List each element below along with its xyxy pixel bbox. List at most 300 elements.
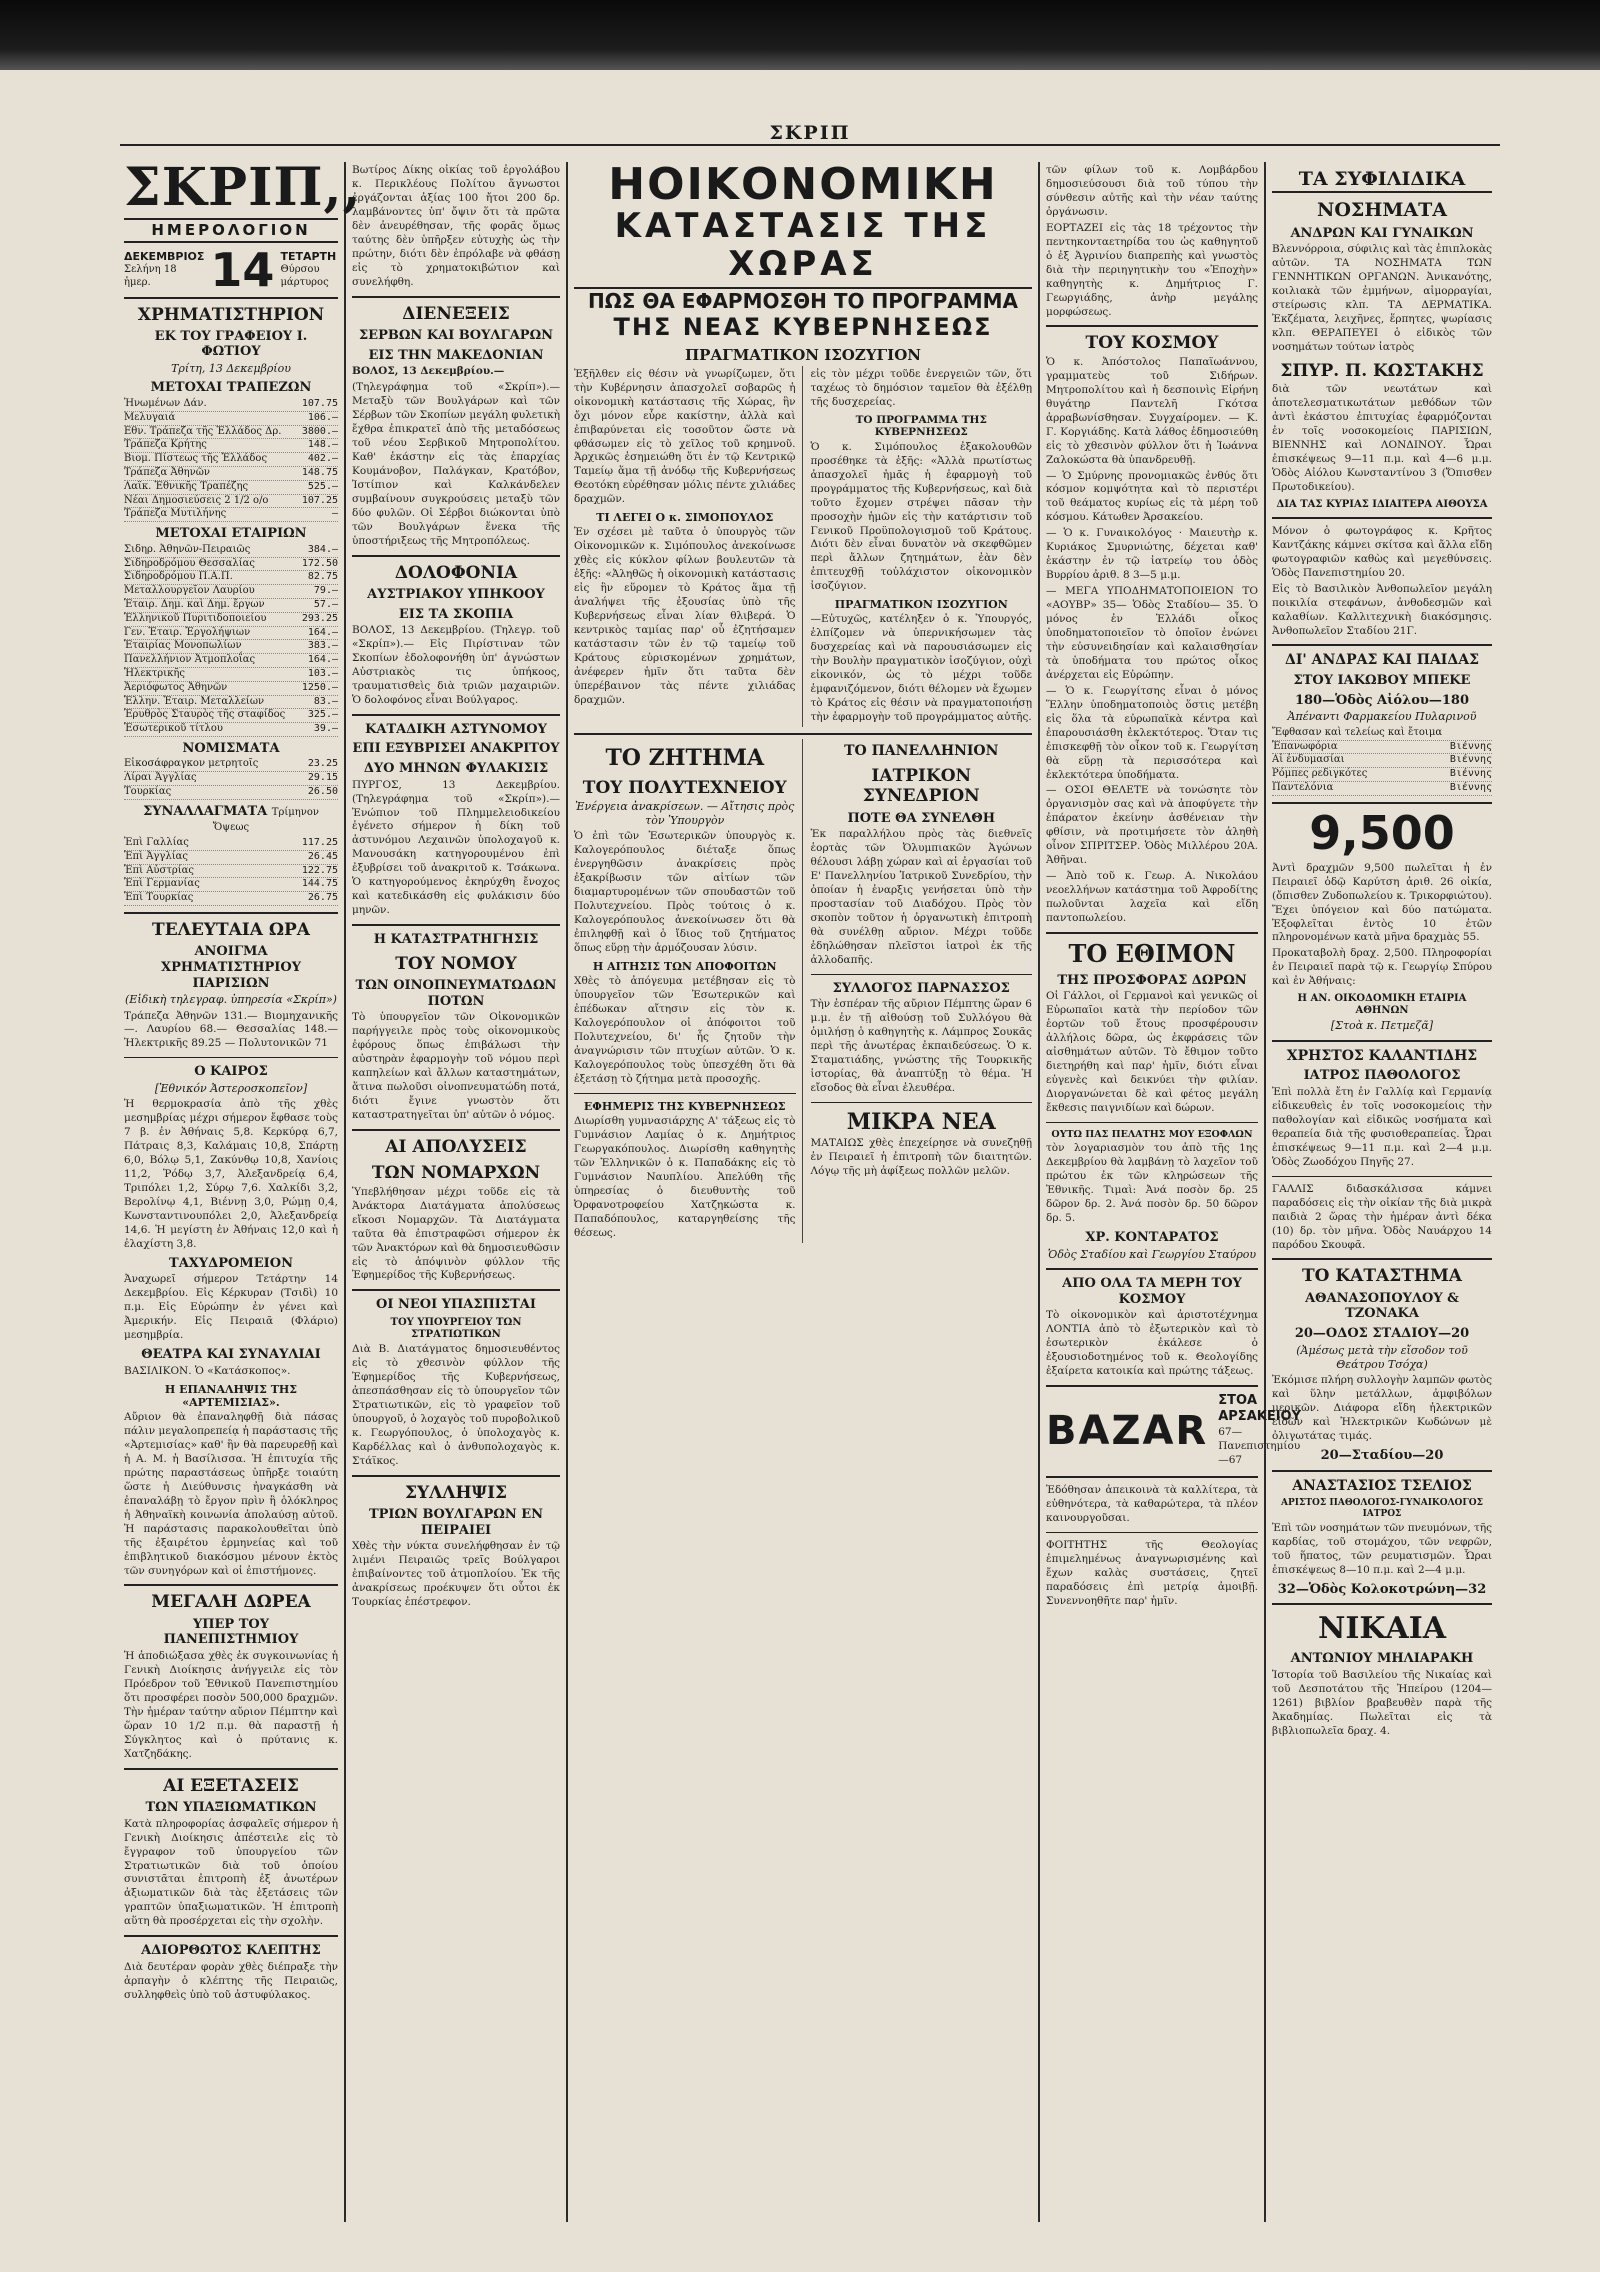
nikaia-text: Ἱστορία τοῦ Βασιλείου τῆς Νικαίας καὶ τοῦ Δεσποτάτου τῆς Ἠπείρου (1204—1261) βιβλίον βραβευθὲν παρὰ τῆς Ἀκαδημίας. Πωλεῖται εἰς τὰ βιβλιοπωλεῖα δραχ. 4. [1272, 1668, 1492, 1737]
newspaper-page [0, 70, 1600, 2272]
clerks-text: Διὰ Β. Διατάγματος δημοσιευθέντος εἰς τὸ χθεσινὸν φύλλον τῆς Ἐφημερίδος τῆς Κυβερνήσεως, ἀπεσπάσθησαν εἰς τὸ ὑπουργεῖον τῶν Στρατιωτικῶν, εἰς τὸ γραφεῖον τοῦ ὑπουργοῦ, ὁ λοχαγὸς τοῦ πυροβολικοῦ κ. Γεωργόπουλος, ὁ ὑπολοχαγὸς κ. Καρδέλλας καὶ ὁ ἀνθυπολοχαγὸς κ. Στάϊκος. [352, 1343, 560, 1467]
kalantidis-name: ΧΡΗΣΤΟΣ ΚΑΛΑΝΤΙΔΗΣ [1286, 1047, 1478, 1064]
polytechnic-text-2: Χθὲς τὸ ἀπόγευμα μετέβησαν εἰς τὸ ὑπουργεῖον τῶν Ἐσωτερικῶν καὶ ἐπέδωκαν αἴτησιν εἰς τὸν κ. Καλογερόπουλον οἱ ἀπόφοιτοι τοῦ Πολυτεχνείου, δι' ἧς ζητοῦν τὴν ἀναγνώρισιν τῶν πτυχίων αὐτῶν. Ὁ κ. Καλογερόπουλος τοὺς ὑπεσχέθη ὅτι θὰ ἐξετάσῃ τὸ ζήτημα μετὰ προσοχῆς. [574, 975, 796, 1085]
custom-subtitle: ΤΗΣ ΠΡΟΣΦΟΡΑΣ ΔΩΡΩΝ [1057, 972, 1247, 988]
news-text: ΜΑΤΑΙΩΣ χθὲς ἐπεχείρησε νὰ συνεζηθῇ ἐν Πειραιεῖ ἡ ἐπιτροπὴ τῶν διαιτητῶν. Λόγῳ τῆς μὴ ἀφίξεως πολλῶν μελῶν. [810, 1137, 1032, 1178]
economy-article-right [811, 366, 1033, 727]
company-row [124, 558, 338, 572]
last-hour-subtitle: ΑΝΟΙΓΜΑ ΧΡΗΜΑΤΙΣΤΗΡΙΟΥ ΠΑΡΙΣΙΩΝ [161, 944, 301, 991]
company-value: 383.— [307, 640, 338, 652]
scan-top-edge [0, 0, 1600, 70]
price-company: Η ΑΝ. ΟΙΚΟΔΟΜΙΚΗ ΕΤΑΙΡΙΑ ΑΘΗΝΩΝ [1297, 993, 1467, 1017]
divider [1046, 325, 1258, 327]
clerks-subtitle: ΤΟΥ ΥΠΟΥΡΓΕΙΟΥ ΤΩΝ ΣΤΡΑΤΙΩΤΙΚΩΝ [390, 1317, 522, 1340]
prefects-text: Ὑπεβλήθησαν μέχρι τοῦδε εἰς τὰ Ἀνάκτορα Διατάγματα ἀπολύσεως εἴκοσι Νομαρχῶν. Τὰ Διατάγματα ταῦτα θὰ ἐπιστραφῶσι σήμερον ἐκ τῶν Ἀνακτόρων καὶ θὰ δημοσιευθῶσιν εἰς τὸ ἀπόψινὸν φύλλον τῆς Ἐφημερίδος τῆς Κυβερνήσεως. [352, 1185, 560, 1282]
company-name: Σιδηροδρόμου Θεσσαλίας [124, 557, 255, 569]
bank-value: 148.75 [301, 466, 338, 478]
divider [574, 1093, 796, 1094]
kids-list [1272, 727, 1492, 796]
exchange-date: Τρίτη, 13 Δεκεμβρίου [171, 362, 291, 376]
murder-text: ΒΟΛΟΣ, 13 Δεκεμβρίου. (Τηλεγρ. τοῦ «Σκρίπ»).— Εἰς Πιρίστιναν τῶν Σκοπίων ἐδολοφονήθη ὑπ' ἀγνώστων Αὐστριακὸς τις ὑπήκοος, τραυματισθεὶς διὰ τριῶν μαχαιριῶν. Ὁ δολοφόνος εἶναι Βούλγαρος. [352, 624, 560, 706]
company-name: Ἠλεκτρικῆς [124, 667, 185, 679]
column-2 [346, 162, 568, 2222]
last-hour-note: (Εἰδικὴ τηλεγραφ. ὑπηρεσία «Σκρίπ») [125, 993, 337, 1007]
lomvardos-text: τῶν φίλων τοῦ κ. Λομβάρδου δημοσιεύσουσι διὰ τοῦ τύπου τὴν σύνθεσιν αὐτῆς καὶ τὴν νέαν ταύτης ὀργάνωσιν. [1046, 164, 1258, 218]
world-text-6: — ΟΣΟΙ ΘΕΛΕΤΕ νὰ τονώσητε τὸν ὀργανισμὸν σας καὶ νὰ ἀποφύγετε τὴν ἐπάρατον ἐκείνην ἀσθένειαν τὴν φθίσιν, νὰ προτιμήσετε τὸν ἀληθὴ οἶνον ΣΠΡΙΤΣΕΡ. Ὁδὸς Μιλλέρου 20Α. Ἀθῆναι. [1046, 784, 1258, 867]
syph-title: ΤΑ ΣΥΦΙΛΙΔΙΚΑ [1272, 168, 1492, 193]
parnassos-text: Τὴν ἑσπέραν τῆς αὔριον Πέμπτης ὥραν 6 μ.μ. ἐν τῇ αἰθούσῃ τοῦ Συλλόγου θὰ ὁμιλήσῃ ὁ καθηγητὴς κ. Λάμπρος Σουκᾶς περὶ τῆς ἀνωτέρας ἐκπαιδεύσεως. Ὁ κ. Σταματιάδης, γνώστης τῆς Τουρκικῆς ἱστορίας, θὰ ἀναπτύξῃ τὸ θέμα. Ἡ εἴσοδος θὰ εἶναι ἐλευθέρα. [810, 998, 1032, 1095]
world-text-4: — ΜΕΓΑ ΥΠΟΔΗΜΑΤΟΠΟΙΕΙΟΝ ΤΟ «ΑΟΥΒΡ» 35— Ὁδὸς Σταδίου— 35. Ὁ μόνος ἐν Ἑλλάδι οἶκος ὑποδηματοποιεῖον τὸ ὁποῖον ἐνώνει τὴν εὐσυνειδησίαν καὶ καλαισθησίαν τὰ ὑποδήματα του πρώτος οἶκος ἀνέρχεται εἰς Εὐρώπην. [1046, 585, 1258, 681]
thief-title: ΑΔΙΟΡΘΩΤΟΣ ΚΛΕΠΤΗΣ [141, 1943, 321, 1959]
bank-row [124, 398, 338, 412]
column-5 [1040, 162, 1302, 2222]
bank-name: Ἠνωμένων Δάν. [124, 397, 207, 409]
kids-item-name: Ρόμπες ρεδιγκότες [1272, 768, 1368, 780]
law-subtitle-2: ΤΩΝ ΟΙΝΟΠΝΕΥΜΑΤΩΔΩΝ ΠΟΤΩΝ [355, 978, 557, 1009]
divider [1046, 1122, 1258, 1123]
exams-title: ΑΙ ΕΞΕΤΑΣΕΙΣ [163, 1775, 299, 1796]
custom-text: Οἱ Γάλλοι, οἱ Γερμανοὶ καὶ γενικῶς οἱ Εὐρωπαῖοι κατὰ τὴν περίοδον τῶν ἑορτῶν τοῦ ἔτους προσφέρουσιν ἀλλήλοις δῶρα, ὡς ἐκφράσεις τῶν αἰσθημάτων αὐτῶν. Τὸ ἔθιμον τοῦτο διετηρήθη καὶ παρ' ἡμῖν, διότι εἶναι εὐγενὲς καὶ δεικνύει τὴν φιλίαν. Διοργανώνεται δὲ καὶ φέτος μεγάλη ἔκθεσις παιγνιδίων καὶ δώρων. [1046, 990, 1258, 1115]
bank-value: 107.25 [301, 494, 338, 506]
economy-head-3: ΠΡΑΓΜΑΤΙΚΟΝ ΙΣΟΖΥΓΙΟΝ [834, 598, 1008, 612]
running-head-title: ΣΚΡΙΠ [755, 122, 864, 144]
world-text-2: — Ὁ Σμύρνης προνομιακῶς ἐνθύς ὅτι κόσμον κομψότητα καὶ τὸ περιστέρι τοῦ θεάματος κυρίως εἰς τὰ μέρη τοῦ κόσμου. Κάτωθεν Ἀρσακείου. [1046, 469, 1258, 524]
bazar-logo: BAZAR [1046, 1408, 1209, 1455]
student-text: ΦΟΙΤΗΤΗΣ τῆς Θεολογίας ἐπιμελημένως ἀναγνωρισμένης καὶ ἔχων καλὰς συστάσεις, ζητεῖ παραδόσεις ἐπὶ μετρίᾳ ἀμοιβῇ. Συνεννοηθῆτε παρ' ἡμῖν. [1046, 1538, 1258, 1607]
arrest-subtitle: ΤΡΙΩΝ ΒΟΥΛΓΑΡΩΝ ΕΝ ΠΕΙΡΑΙΕΙ [368, 1506, 544, 1538]
last-hour-text: Τράπεζα Ἀθηνῶν 131.— Βιομηχανικῆς —. Λαυρίου 68.— Θεσσαλίας 148.— Ἠλεκτρικῆς 89.25 — Πολυτονικῶν 71 [124, 1009, 338, 1050]
divider [1272, 1470, 1492, 1472]
exams-subtitle: ΤΩΝ ΥΠΑΞΙΩΜΑΤΙΚΩΝ [145, 1800, 317, 1816]
center-lower [574, 735, 1032, 1243]
polytechnic-title: ΤΟ ΖΗΤΗΜΑ [605, 745, 765, 772]
custom-title: ΤΟ ΕΘΙΜΟΝ [1068, 939, 1236, 968]
serbs-title: ΔΙΕΝΕΞΕΙΣ [402, 303, 510, 324]
prefects-title: ΑΙ ΑΠΟΛΥΣΕΙΣ [385, 1136, 527, 1157]
economy-title-2: ΚΑΤΑΣΤΑΣΙΣ ΤΗΣ ΧΩΡΑΣ [574, 208, 1032, 289]
florist-text: Εἰς τὸ Βασιλικὸν Ἀνθοπωλεῖον μεγάλη ποικιλία στεφάνων, ἀνθοδεσμῶν καὶ καλαθίων. Καλλιτεχνικὴ διακόσμησις. Ἀνθοπωλεῖον Σταδίου 21Γ. [1272, 582, 1492, 637]
law-title: Η ΚΑΤΑΣΤΡΑΤΗΓΗΣΙΣ [373, 932, 539, 948]
bill-name: Ἐπὶ Ἀγγλίας [124, 850, 188, 862]
medical-subtitle-2: ΠΟΤΕ ΘΑ ΣΥΝΕΛΘΗ [847, 810, 996, 826]
bill-name: Ἐπὶ Γαλλίας [124, 837, 189, 849]
bank-row [124, 412, 338, 426]
company-row [124, 585, 338, 599]
weather-subtitle: [Ἐθνικόν Ἀστεροσκοπεῖον] [154, 1081, 308, 1095]
medical-text: Ἐκ παραλλήλου πρὸς τὰς διεθνεῖς ἑορτὰς τῶν Ὀλυμπιακῶν Ἀγώνων θέλουσι λάβῃ χώραν καὶ αἱ ἐργασίαι τοῦ Ε' Πανελληνίου Ἰατρικοῦ Συνεδρίου, τὴν ὁποίαν ἡ ἐναρξις γενήσεται ὑπὸ τὴν προστασίαν τοῦ Διαδόχου. Πρὸς τὸν σκοπὸν τοῦτον ἡ ὀργανωτικὴ ἐπιτροπὴ θὰ συνέλθῃ αὔριον. Μέχρι τοῦδε ἐδηλώθησαν πλεῖστοι ἰατροὶ ἐκ τῆς ἀλλοδαπῆς. [810, 828, 1032, 966]
bank-value: 3800.— [301, 425, 338, 437]
economy-text-2: Ἐν σχέσει μὲ ταῦτα ὁ ὑπουργὸς τῶν Οἰκονομικῶν κ. Σιμόπουλος ἀνεκοίνωσε χθὲς εἰς κύκλον φίλων βουλευτῶν τὰ ἑξῆς: «Ἀληθῶς ἡ οἰκονομικὴ κατάστασις εἰς ἣν εὕρομεν τὸ Κράτος ἅμα τῇ ἀναλήψει τῆς ἐξουσίας ὑπὸ τῆς Κυβερνήσεως εἶναι λίαν θλιβερά. Ὁ κεντρικὸς ταμίας παρ' οὗ ἐζητήσαμεν κατάστασιν τῶν ἐν τῷ ταμείῳ τοῦ Κράτους εὑρισκομένων χρημάτων, ἀνέφερεν ἡμῖν ὅτι ταῦτα δὲν ὑπερέβαινον τὰς πέντε χιλιάδας δραχμῶν. [574, 526, 796, 706]
divider [1272, 1258, 1492, 1260]
economy-title: ΗΟΙΚΟΝΟΜΙΚΗ [608, 159, 998, 210]
bill-row [124, 878, 338, 892]
medical-subtitle: ΙΑΤΡΙΚΟΝ ΣΥΝΕΔΡΙΟΝ [862, 765, 980, 807]
bank-name: Νέαι Δημοσιεύσεις 2 1/2 ο/ο [124, 494, 269, 506]
company-name: Ἐρυθρὸς Σταυρὸς τῆς σταφίδος [124, 709, 286, 721]
kalantidis-text: Ἐπὶ πολλὰ ἔτη ἐν Γαλλίᾳ καὶ Γερμανίᾳ εἰδικευθεὶς ἐν τοῖς νοσοκομείοις τὴν παθολογίαν καὶ εἰδικῶς νοσήματα καὶ θεραπεία διὰ τῆς φυσιοθεραπείας. Ὧραι ἐπισκέψεως 9—11 π.μ. καὶ 2—4 μ.μ. Ὁδὸς Ζωοδόχου Πηγῆς 27. [1272, 1085, 1492, 1168]
coin-value: 29.15 [307, 772, 338, 784]
divider [352, 555, 560, 557]
bank-name: Εθν. Τράπεζα τῆς Ἑλλάδος Δρ. [124, 425, 282, 437]
divider [1272, 1176, 1492, 1177]
exchange-bills-title: ΣΥΝΑΛΛΑΓΜΑΤΑ [143, 803, 268, 819]
economy-text-5: —Εὐτυχῶς, κατέληξεν ὁ κ. Ὑπουργός, ἐλπίζομεν νὰ ὑπερνικήσωμεν τὰς δυσχερείας καὶ νὰ παρουσιάσωμεν εἰς τὴν Βουλὴν πραγματικὸν ἰσοζύγιον, οὐχὶ εἰκονικόν, ὡς τὸ μέχρι τοῦδε ἐμφανιζόμενον, διότι θέλομεν νὰ ἔχωμεν τὸ Κράτος εἰς θέσιν νὰ πραγματοποιήσῃ τὴν ἐφαρμογὴν τοῦ προγράμματος αὐτῆς. [810, 613, 1032, 724]
divider [124, 1768, 338, 1770]
court-title: ΚΑΤΑΔΙΚΗ ΑΣΤΥΝΟΜΟΥ [365, 721, 547, 737]
divider [1046, 1532, 1258, 1533]
doctor-name: ΣΠΥΡ. Π. ΚΩΣΤΑΚΗΣ [1280, 360, 1484, 381]
bank-row [124, 495, 338, 509]
kontaratos-address: Ὁδὸς Σταδίου καὶ Γεωργίου Σταύρου [1047, 1247, 1257, 1261]
center-lower-left [574, 739, 803, 1243]
kids-item-value: Βιέννης [1449, 781, 1492, 793]
date-day: 14 [210, 242, 275, 297]
kids-item-value: Βιέννης [1449, 754, 1492, 766]
kids-title: ΔΙ' ΑΝΔΡΑΣ ΚΑΙ ΠΑΙΔΑΣ [1285, 652, 1479, 669]
thief-text: Διὰ δευτέραν φορὰν χθὲς διέπραξε τὴν ἁρπαγὴν ὁ κλέπτης τῆς Πειραιῶς, συλληφθεὶς ὑπὸ τοῦ ἀστυφύλακος. [124, 1960, 338, 2001]
economy-text-4: Ὁ κ. Σιμόπουλος ἐξακολουθῶν προσέθηκε τὰ ἑξῆς: «Ἀλλὰ πρωτίστως ἀπασχολεῖ ἡμᾶς ἡ ἐφαρμογὴ τοῦ προγράμματος τῆς Κυβερνήσεως, καὶ διὰ τοῦτο ἔχομεν στρέψει πᾶσαν τὴν προσοχὴν ἡμῶν εἰς τὴν κατάρτισιν τοῦ Γενικοῦ Προϋπολογισμοῦ τοῦ Κράτους. Διότι δὲν εἶναι δυνατὸν νὰ σκεφθῶμεν περὶ ἄλλων ζητημάτων, ἐὰν δὲν ἐπιτευχθῇ τοὐλάχιστον οἰκονομικὸν ἰσοζύγιον. [810, 440, 1032, 593]
nikaia-title: ΝΙΚΑΙΑ [1317, 1611, 1447, 1647]
serbs-text: (Τηλεγράφημα τοῦ «Σκρίπ»).— Μεταξὺ τῶν Βουλγάρων καὶ τῶν Σέρβων τῶν Σκοπίων μεγάλη φυλετικὴ ἔχθρα ἐπικρατεῖ ἀπὸ τῆς μεταδόσεως τοῦ νέου Σερβικοῦ Μητροπολίτου. Καθ' ἑκάστην εἰς τὰς ἐπαρχίας Κουμάνοβον, Παλάγκαν, Κρατόβον, Ἰστίπιον καὶ Καλκάνδελεν συμβαίνουν συγκρούσεις μεταξὺ τῶν δύο φυλῶν. Οἱ Σέρβοι διώκονται ὑπὸ τῶν Βουλγάρων ἕνεκα τῆς ὑποστήριξεως τῆς Μητροπόλεως. [352, 381, 560, 547]
divider [352, 924, 560, 926]
bank-value: 148.— [307, 439, 338, 451]
kids-item-row [1272, 727, 1492, 741]
store-address-2: 20—Σταδίου—20 [1320, 1448, 1444, 1463]
bill-value: 122.75 [301, 864, 338, 876]
bazar-address: 67—Πανεπιστημίου—67 [1218, 1426, 1301, 1467]
tselios-text: Ἐπὶ τῶν νοσημάτων τῶν πνευμόνων, τῆς καρδίας, τοῦ στομάχου, τῶν νεφρῶν, τοῦ ἥπατος, τῶν ρευματισμῶν. Ὧραι ἐπισκέψεως 8—10 π.μ. καὶ 2—4 μ.μ. [1272, 1521, 1492, 1576]
economy-article-left [574, 366, 803, 727]
company-name: Πανελλήνιον Ἀτμοπλοΐας [124, 654, 256, 666]
exchange-subtitle: ΕΚ ΤΟΥ ΓΡΑΦΕΙΟΥ Ι. ΦΩΤΙΟΥ [154, 328, 308, 360]
polytechnic-subtitle: ΤΟΥ ΠΟΛΥΤΕΧΝΕΙΟΥ [582, 777, 787, 798]
company-row [124, 654, 338, 668]
date-left [124, 250, 204, 289]
columns [118, 157, 1498, 2222]
coin-name: Λίραι Ἀγγλίας [124, 772, 197, 784]
date-saint: Θύρσου μάρτυρος [280, 264, 329, 288]
syph-text: Βλεννόρροια, σύφιλις καὶ τὰς ἐπιπλοκὰς αὐτῶν. ΤΑ ΝΟΣΗΜΑΤΑ ΤΩΝ ΓΕΝΝΗΤΙΚΩΝ ΟΡΓΑΝΩΝ. Ἀνικανότης, κοιλιακὰ τῶν ἐμμήνων, αἱμορραγίαι, στείρωσις κλπ. ΤΑ ΔΕΡΜΑΤΙΚΑ. Ἐκζέματα, λειχῆνες, ἕρπητες, ψωρίασις κλπ. ΘΕΡΑΠΕΥΕΙ ὁ εἰδικὸς τῶν νοσημάτων τούτων ἰατρὸς [1272, 243, 1492, 353]
bank-name: Τράπεζα Κρήτης [124, 439, 207, 451]
company-name: Μεταλλουργεῖον Λαυρίου [124, 585, 255, 597]
kids-item-value: Βιέννης [1449, 768, 1492, 780]
court-subtitle-2: ΔΥΟ ΜΗΝΩΝ ΦΥΛΑΚΙΣΙΣ [363, 761, 549, 777]
company-value: 39.— [313, 723, 338, 735]
company-name: Ἑλληνικοῦ Πυριτιδοποιείου [124, 612, 267, 624]
divider [124, 1935, 338, 1937]
letter-text: τὸν λογαριασμὸν του ἀπὸ τῆς 1ης Δεκεμβρίου θὰ λαμβάνῃ τὸ λαχεῖον τοῦ πρώτου ἐκ τῶν κληρώσεων τῆς Ἐθνικῆς. Τιμαὶ: Ἀνά ποσὸν δρ. 25 δῶρον δρ. 2. Ἀνά ποσὸν δρ. 50 δῶρον δρ. 5. [1046, 1142, 1258, 1225]
store-subtitle: ΑΘΑΝΑΣΟΠΟΥΛΟΥ & ΤΖΟΝΑΚΑ [1305, 1290, 1459, 1322]
date-moon: Σελήνη 18 ἡμερ. [124, 264, 177, 288]
center-lower-right [811, 739, 1033, 1243]
last-hour-title: ΤΕΛΕΥΤΑΙΑ ΩΡΑ [152, 920, 310, 941]
column-1 [118, 157, 362, 2222]
syph-subtitle-2: ΑΝΔΡΩΝ ΚΑΙ ΓΥΝΑΙΚΩΝ [1290, 225, 1474, 241]
bank-row [124, 426, 338, 440]
store-title: ΤΟ ΚΑΤΑΣΤΗΜΑ [1302, 1266, 1462, 1287]
feast-text: ΕΟΡΤΑΖΕΙ εἰς τὰς 18 τρέχοντος τὴν πεντηκονταετηρίδα του ὡς καθηγητοῦ ὁ ἐξ Ἀγρινίου διαπρεπὴς καὶ γνωστὸς διὰ τὴν περιηγητικὴν του «Ἐποχὴν» καθηγητὴς κ. Δημήτριος Γ. Γεωργιάδης, ἀνὴρ μεγάλης μορφώσεως. [1046, 221, 1258, 318]
company-name: Σιδηρ. Ἀθηνῶν-Πειραιῶς [124, 543, 251, 555]
exchange-section-companies: ΜΕΤΟΧΑΙ ΕΤΑΙΡΙΩΝ [155, 526, 307, 542]
gift-title: ΜΕΓΑΛΗ ΔΩΡΕΑ [151, 1592, 311, 1613]
polytechnic-text: Ὁ ἐπὶ τῶν Ἐσωτερικῶν ὑπουργὸς κ. Καλογερόπουλος διέταξε ὅπως ἐνεργηθῶσιν ἀνακρίσεις πρὸς ἐξακρίβωσιν τῶν αἰτίων τῶν διαμαρτυρομένων τῶν σπουδαστῶν τοῦ Πολυτεχνείου. Πρὸς τούτοις ὁ κ. Καλογερόπουλος ἀνεκοίνωσεν ὅτι θὰ ἐπιληφθῇ καὶ ὁ ἴδιος τοῦ ζητήματος ὅπως εὕρῃ τὴν ἀρμόζουσαν λύσιν. [574, 830, 796, 955]
tselios-address: 32—Ὁδὸς Κολοκοτρώνη—32 [1277, 1581, 1487, 1597]
serbs-subtitle: ΣΕΡΒΩΝ ΚΑΙ ΒΟΥΛΓΑΡΩΝ [358, 327, 554, 343]
kids-item-value: Βιέννης [1449, 740, 1492, 752]
murder-subtitle-2: ΕΙΣ ΤΑ ΣΚΟΠΙΑ [398, 606, 514, 622]
bank-row [124, 481, 338, 495]
coin-value: 26.50 [307, 786, 338, 798]
company-value: 57.— [313, 598, 338, 610]
company-row [124, 599, 338, 613]
store-address: 20—ΟΔΟΣ ΣΤΑΔΙΟΥ—20 [1294, 1326, 1470, 1342]
divider [811, 974, 1033, 975]
world-text: Ὁ κ. Ἀπόστολος Παπαϊωάννου, γραμματεὺς τοῦ Σιδήρων. Μητροπολίτου καὶ ἡ δεσποινὶς Εἰρήνη θυγάτηρ Παντελῆ Γκότσα ἀρραβωνίσθησαν. Συγχαίρομεν. — Κ. Γ. Κοργιάδης. Κατὰ λάθος ἐδημοσιεύθη εἰς τὸ χθεσινὸν φύλλον ὅτι ἡ Ἰωάννα Ζαλοκώστα θὰ ὑπανδρευθῇ. [1046, 355, 1258, 466]
divider [124, 912, 338, 914]
price-text-2: Προκαταβολὴ δραχ. 2,500. Πληροφορίαι ἐν Πειραιεῖ παρὰ τῷ κ. Γεωργίῳ Σπύρου καὶ ἐν Ἀθήναις: [1272, 947, 1492, 988]
exchange-bills-cols: Τρίμηνον Ὄψεως [212, 806, 319, 834]
masthead-subtitle: ΗΜΕΡΟΛΟΓΙΟΝ [124, 218, 338, 243]
bill-value: 26.75 [307, 892, 338, 904]
divider [1272, 1040, 1492, 1042]
masthead [124, 157, 362, 243]
company-value: 1250.— [301, 681, 338, 693]
burglary-text: Βωτίρος Δίκης οἰκίας τοῦ ἐργολάβου κ. Περικλέους Πολίτου ἄγνωστοι ἐργάζονται ἀξίας 100 ἤτοι 200 δρ. λαμβάνοντες ὑπ' ὄψιν ὅτι τὰ πρῶτα δὲν ἀνευρέθησαν, τῆς φορᾶς ὅμως ταύτης δὲν ὑπῆρξεν εὐτυχὴς ὡς τὴν πρώτην, διότι δὲν ἐπρόλαβε νὰ φθάσῃ εἰς τὸ χρηματοκιβώτιον καὶ συνελήφθη. [352, 164, 560, 288]
serbs-dateline: ΒΟΛΟΣ, 13 Δεκεμβρίου.— [352, 365, 505, 378]
bank-row [124, 508, 338, 522]
weather-text: Ἡ θερμοκρασία ἀπὸ τῆς χθὲς μεσημβρίας μέχρι σήμερον ἔφθασε τοὺς 7 β. ἐν Ἀθήναις 5,8. Κερκύρᾳ 6,7, Πάτραις 8,3, Καλάμαις 10,8, Σπάρτῃ 6,0, Βόλῳ 5,1, Ζακύνθῳ 10,8, Χανίοις 11,2, Ῥόδῳ 3,7, Ἀλεξανδρείᾳ 6,4, Τριπόλει 1,2, Σύρῳ 7,6. Χαλκίδι 3,2, Βερολίνῳ 4,1, Βιέννῃ 3,0, Ρώμῃ 0,4, Κωνσταντινουπόλει 2,0, Ἀλεξανδρείᾳ 14,6. Ἡ μεγίστη ἐν Ἀθήναις 12,0 καὶ ἡ ἐλαχίστη 3,8. [124, 1098, 338, 1250]
french-text: ΓΑΛΛΙΣ διδασκάλισσα κάμνει παραδόσεις εἰς τὴν οἰκίαν τῆς διὰ μικρὰ παιδιὰ 2 ὥρας τὴν ἡμέραν ἀντὶ δέκα (10) δρ. τὸν μῆνα. Ὁδὸς Ναυάρχου 14 παρόδου Σκουφᾶ. [1272, 1182, 1492, 1251]
coin-name: Τουρκίας [124, 786, 172, 798]
price-company-address: [Στοὰ κ. Πετμεζᾶ] [1330, 1019, 1434, 1033]
weather-title: Ο ΚΑΙΡΟΣ [194, 1064, 268, 1080]
doctor-text: διὰ τῶν νεωτάτων καὶ ἀποτελεσματικωτάτων μεθόδων τῶν ἀντὶ ἑκάστου ἐπιτυχίας ἐφαρμόζονται ἐν τοῖς νοσοκομείοις ΠΑΡΙΣΙΩΝ, ΒΙΕΝΝΗΣ καὶ ΛΟΝΔΙΝΟΥ. Ὧραι ἐπισκέψεως 9—11 π.μ. καὶ 4—6 μ.μ. Ὁδὸς Αἰόλου Κωνσταντίνου 3 (Ὄπισθεν Πρωτοδικείου). [1272, 383, 1492, 493]
gazette-title: ΕΦΗΜΕΡΙΣ ΤΗΣ ΚΥΒΕΡΝΗΣΕΩΣ [583, 1099, 786, 1113]
economy-head-2: ΤΟ ΠΡΟΓΡΑΜΜΑ ΤΗΣ ΚΥΒΕΡΝΗΣΕΩΣ [855, 413, 987, 439]
date-box [124, 243, 338, 299]
company-row [124, 682, 338, 696]
store-note: (Ἀμέσως μετὰ τὴν εἴσοδον τοῦ Θεάτρου Τσόχα) [1296, 1343, 1468, 1371]
company-row [124, 627, 338, 641]
divider [352, 1289, 560, 1291]
bank-row [124, 467, 338, 481]
world-text-5: — Ὁ κ. Γεωργίτσης εἶναι ὁ μόνος Ἕλλην ὑποδηματοποιὸς ὅστις μετέβη εἰς ὅλα τὰ εὐρωπαϊκὰ κέντρα καὶ ἐπαρουσιάσθη ἐκλεκτότερος. Ὅταν τις ἐπισκεφθῇ τὸν οἶκον τοῦ κ. Γεωργίτση θὰ εὕρῃ τὰ περισσότερα καὶ ἐκλεκτότερα ὑποδήματα. [1046, 684, 1258, 781]
bill-row [124, 892, 338, 906]
date-weekday: ΤΕΤΑΡΤΗ [280, 250, 337, 263]
company-name: Σιδηροδρόμου Π.Α.Π. [124, 571, 233, 583]
divider [1272, 1603, 1492, 1605]
center-spread [568, 159, 1040, 2222]
kids-item-row [1272, 754, 1492, 768]
kalantidis-title: ΙΑΤΡΟΣ ΠΑΘΟΛΟΓΟΣ [1303, 1068, 1461, 1084]
exchange-section-coins: ΝΟΜΙΣΜΑΤΑ [182, 740, 280, 756]
company-value: 164.— [307, 626, 338, 638]
post-title: ΤΑΧΥΔΡΟΜΕΙΟΝ [169, 1255, 293, 1271]
masthead-title: ΣΚΡΙΠ,, [124, 157, 362, 218]
kids-item-row [1272, 782, 1492, 796]
coin-row [124, 786, 338, 800]
bank-row [124, 439, 338, 453]
bill-name: Ἐπὶ Τουρκίας [124, 892, 194, 904]
coin-row [124, 758, 338, 772]
company-name: Γεν. Ἑταιρ. Ἐργολήψιων [124, 626, 251, 638]
economy-text-3: εἰς τὸν μέχρι τοῦδε ἐνεργειῶν τῶν, ὅτι ταχέως τὸ δημόσιον ταμεῖον θὰ ἐξέλθῃ τῆς δυσχερείας. [810, 367, 1032, 408]
company-row [124, 709, 338, 723]
company-row [124, 544, 338, 558]
bank-value: 525.— [307, 480, 338, 492]
gazette-text: Διωρίσθη γυμνασιάρχης Α' τάξεως εἰς τὸ Γυμνάσιον Λαμίας ὁ κ. Δημήτριος Γεωργακόπουλος. Διωρίσθη καθηγητὴς τῶν Ἑλληνικῶν ὁ κ. Παπαδάκης εἰς τὸ Γυμνάσιον Ναυπλίου. Ἀπελύθη τῆς ὑπηρεσίας ὁ διευθυντὴς τοῦ Ὀρφανοτροφείου Χατζηκώστα κ. Παπαδόπουλος, καταργηθείσης τῆς θέσεως. [574, 1115, 796, 1239]
world-text-7: — Ἀπὸ τοῦ κ. Γεωρ. Α. Νικολάου νεοελλήνων κατάστημα τοῦ Ἀφροδίτης πωλοῦνται λαχεῖα καὶ εἴδη παντοπωλείου. [1046, 870, 1258, 925]
divider [1046, 932, 1258, 934]
bank-name: Τράπεζα Ἀθηνῶν [124, 466, 210, 478]
nikaia-subtitle: ΑΝΤΩΝΙΟΥ ΜΗΛΙΑΡΑΚΗ [1290, 1651, 1474, 1667]
company-value: 325.— [307, 709, 338, 721]
ladies-hall: ΔΙΑ ΤΑΣ ΚΥΡΙΑΣ ΙΔΙΑΙΤΕΡΑ ΑΙΘΟΥΣΑ [1276, 498, 1488, 510]
polytechnic-note: Ἐνέργεια ἀνακρίσεων. — Αἴτησις πρὸς τὸν Ὑπουργὸν [575, 799, 795, 828]
exchange-company-list [124, 544, 338, 737]
exchange-section-banks: ΜΕΤΟΧΑΙ ΤΡΑΠΕΖΩΝ [150, 380, 312, 396]
coin-value: 23.25 [307, 758, 338, 770]
gift-subtitle: ΥΠΕΡ ΤΟΥ ΠΑΝΕΠΙΣΤΗΜΙΟΥ [163, 1616, 299, 1648]
arrest-title: ΣΥΛΛΗΨΙΣ [404, 1482, 508, 1503]
company-value: 103.— [307, 667, 338, 679]
bill-row [124, 837, 338, 851]
kids-item-name: Ἔφθασαν καὶ τελείως καὶ ἔτοιμα [1272, 726, 1443, 738]
company-row [124, 571, 338, 585]
divider [1272, 517, 1492, 519]
bank-name: Λαϊκ. Ἐθνικῆς Τραπέζης [124, 480, 249, 492]
bank-name: Μελυγαιά [124, 411, 176, 423]
divider [124, 1584, 338, 1586]
exchange-bank-list [124, 398, 338, 522]
bank-name: Τράπεζα Μυτιλήνης [124, 508, 227, 520]
photo-text: Μόνον ὁ φωτογράφος κ. Κρῆτος Καντζάκης κάμνει σκίτσα καὶ ἄλλα εἴδη φωτογραφιῶν καθὼς καὶ μεγεθύνσεις. Ὁδὸς Πανεπιστημίου 20. [1272, 524, 1492, 579]
news-title: ΜΙΚΡΑ ΝΕΑ [846, 1109, 996, 1136]
kids-subtitle: ΣΤΟΥ ΙΑΚΩΒΟΥ ΜΠΕΚΕ [1293, 673, 1471, 689]
company-row [124, 640, 338, 654]
polytechnic-head: Η ΑΙΤΗΣΙΣ ΤΩΝ ΑΠΟΦΟΙΤΩΝ [592, 960, 777, 974]
company-row [124, 723, 338, 737]
syph-subtitle: ΝΟΣΗΜΑΤΑ [1317, 198, 1447, 221]
murder-title: ΔΟΛΟΦΟΝΙΑ [394, 562, 518, 583]
divider [352, 296, 560, 298]
world-title: ΤΟΥ ΚΟΣΜΟΥ [1085, 333, 1219, 354]
bazar-location: ΣΤΟΑ ΑΡΣΑΚΕΙΟΥ [1218, 1392, 1302, 1424]
divider [811, 1102, 1033, 1103]
court-text: ΠΥΡΓΟΣ, 13 Δεκεμβρίου. (Τηλεγράφημα τοῦ «Σκρίπ»).— Ἐνώπιον τοῦ Πλημμελειοδικείου ἐγένετο σήμερον ἡ δίκη τοῦ ἀστυνόμου Λεχαινῶν ὑπολοχαγοῦ κ. Μανουσάκη κατηγορουμένου ἐπὶ ἐξυβρίσει τοῦ ἀνακριτοῦ κ. Τσάκωνα. Ὁ κατηγορούμενος ἐκηρύχθη ἔνοχος καὶ κατεδικάσθη εἰς φυλάκισιν δύο μηνῶν. [352, 778, 560, 917]
bill-value: 144.75 [301, 878, 338, 890]
kids-address: 180—Ὁδὸς Αἰόλου—180 [1294, 692, 1470, 708]
company-name: Ἑταιρίας Μονοπωλίων [124, 640, 242, 652]
economy-subtitle-3: ΠΡΑΓΜΑΤΙΚΟΝ ΙΣΟΖΥΓΙΟΝ [685, 345, 921, 364]
divider [1272, 802, 1492, 804]
column-6 [1266, 162, 1498, 2222]
bill-name: Ἐπὶ Αὐστρίας [124, 864, 195, 876]
kids-item-row [1272, 741, 1492, 755]
murder-subtitle: ΑΥΣΤΡΙΑΚΟΥ ΥΠΗΚΟΟΥ [367, 586, 545, 602]
post-text: Ἀναχωρεῖ σήμερον Τετάρτην 14 Δεκεμβρίου. Εἰς Κέρκυραν (Τσιδὶ) 10 π.μ. Εἰς Εὐρώπην ἐν γένει καὶ Ἀμερικήν. Εἰς Πειραιᾶ (Φλάριο) μεσημβρία. [124, 1273, 338, 1342]
company-value: 384.— [307, 543, 338, 555]
theatre-title: ΘΕΑΤΡΑ ΚΑΙ ΣΥΝΑΥΛΙΑΙ [141, 1347, 321, 1363]
economy-subtitle-1: ΠΩΣ ΘΑ ΕΦΑΡΜΟΣΘΗ ΤΟ ΠΡΟΓΡΑΜΜΑ [587, 288, 1019, 313]
company-row [124, 668, 338, 682]
bill-value: 117.25 [301, 837, 338, 849]
company-name: Ἐσωτερικοῦ τίτλου [124, 723, 223, 735]
bank-value: 402.— [307, 453, 338, 465]
economy-subtitle-2: ΤΗΣ ΝΕΑΣ ΚΥΒΕΡΝΗΣΕΩΣ [613, 312, 993, 341]
company-value: 293.25 [301, 612, 338, 624]
divider [352, 714, 560, 716]
price-text: Ἀντὶ δραχμῶν 9,500 πωλεῖται ἡ ἐν Πειραιεῖ ὁδῷ Καρύτση ἀριθ. 26 οἰκία, (ὄπισθεν Ζυδοπωλείου κ. Τρικορφιώτου). Ἔχει ὑπόγειον καὶ δύο πατώματα. Ἐξοφλεῖται ἐντὸς 10 ἐτῶν πληρονομένων κατὰ μῆνα δραχμὰς 55. [1272, 861, 1492, 944]
medical-title: ΤΟ ΠΑΝΕΛΛΗΝΙΟΝ [844, 743, 999, 760]
exchange-title: ΧΡΗΜΑΤΙΣΤΗΡΙΟΝ [137, 304, 325, 325]
economy-article [574, 366, 1032, 735]
bank-row [124, 453, 338, 467]
parnassos-title: ΣΥΛΛΟΓΟΣ ΠΑΡΝΑΣΣΟΣ [832, 980, 1010, 996]
bank-value: 106.— [307, 411, 338, 423]
bank-value: — [331, 508, 338, 520]
exchange-bill-list [124, 837, 338, 906]
company-name: Ἑλλην. Ἑταιρ. Μεταλλείων [124, 695, 265, 707]
divider [352, 1475, 560, 1477]
divider [1046, 1268, 1258, 1270]
coin-name: Εἰκοσάφραγκον μετρητοῖς [124, 758, 259, 770]
kontaratos-name: ΧΡ. ΚΟΝΤΑΡΑΤΟΣ [1085, 1230, 1219, 1246]
company-value: 164.— [307, 654, 338, 666]
theatre-text: Αὔριον θὰ ἐπαναληφθῇ διὰ πάσας πάλιν μεγαλοπρεπείᾳ ἡ παράστασις τῆς «Ἀρτεμισίας» καθ' ἣν θὰ παρευρεθῇ καὶ ἡ Α. Μ. ἡ Βασίλισσα. Ἡ ἐπιτυχία τῆς πρώτης παραστάσεως ὑπῆρξε τοιαύτη ὥστε ἡ Διεύθυνσις ἠναγκάσθη νὰ ἐπαναλάβῃ τὸ ἔργον πρὶν ἢ ὁλόκληρος ἡ Ἀθηναϊκὴ κοινωνία ἀπολαύσῃ αὐτοῦ. Ἡ παράστασις παρακολουθεῖται ὑπὸ τῆς ἐξαιρέτου ἑρμηνείας καὶ τοῦ ἐπιβλητικοῦ διακόσμου μένουν ἐκτὸς τῶν συνηγόρων καὶ οἱ ἐπιστήμονες. [124, 1411, 338, 1577]
company-value: 79.— [313, 585, 338, 597]
bazar-ad [1046, 1385, 1302, 1478]
company-row [124, 696, 338, 710]
divider [124, 1057, 338, 1058]
store-text: Ἐκόμισε πλήρη συλλογὴν λαμπῶν φωτὸς καὶ ὕλην μετάλλων, ἀμφιβόλων μερικῶν. Διάφορα εἴδη ἠλεκτρικῶν εἰδῶν καὶ Ἠλεκτρικῶν Κωδώνων μὲ ὀλιγωτάτας τιμάς. [1272, 1374, 1492, 1443]
divider [1272, 644, 1492, 646]
theatre-head: Η ΕΠΑΝΑΛΗΨΙΣ ΤΗΣ «ΑΡΤΕΜΙΣΙΑΣ». [164, 1382, 298, 1409]
exchange-coin-list [124, 758, 338, 799]
law-subtitle: ΤΟΥ ΝΟΜΟΥ [395, 953, 517, 974]
world-text-3: — Ὁ κ. Γυναικολόγος · Μαιευτὴρ κ. Κυριάκος Σμυρνιώτης, δέχεται καθ' ἑκάστην ἐν τῷ ἰατρείῳ του ὁδὸς Βυρρίου ἀριθ. 8 3—5 μ.μ. [1046, 527, 1258, 582]
date-month: ΔΕΚΕΜΒΡΙΟΣ [124, 250, 205, 263]
court-subtitle: ΕΠΙ ΕΞΥΒΡΙΣΕΙ ΑΝΑΚΡΙΤΟΥ [352, 741, 560, 757]
gift-text: Ἡ ἀποδιώξασα χθὲς ἐκ συγκοινωνίας ἡ Γενικὴ Διοίκησις ἀνήγγειλε εἰς τὸν Πρόεδρον τοῦ Ἐθνικοῦ Πανεπιστημίου ὅτι προσφέρει ποσὸν 500,000 δραχμῶν. Τὴν ἡμέραν ταύτην αὔριον Πέμπτην καὶ ὥραν 10 1/2 π.μ. θὰ παραστῇ ἡ Σύγκλητος καὶ ὁ πρύτανις κ. Χατζηδάκης. [124, 1650, 338, 1760]
economy-head-1: ΤΙ ΛΕΓΕΙ Ο κ. ΣΙΜΟΠΟΥΛΟΣ [596, 511, 774, 525]
allworld-title: ΑΠΟ ΟΛΑ ΤΑ ΜΕΡΗ ΤΟΥ ΚΟΣΜΟΥ [1062, 1275, 1242, 1307]
exchange-section-bills [124, 804, 338, 835]
tselios-name: ΑΝΑΣΤΑΣΙΟΣ ΤΣΕΛΙΟΣ [1292, 1477, 1472, 1494]
exams-text: Κατὰ πληροφορίας ἀσφαλεῖς σήμερον ἡ Γενικὴ Διοίκησις ἀπέστειλε εἰς τὸ ἔγγραφον τοῦ ὑπουργείου τῶν Στρατιωτικῶν διὰ τοῦ ὁποίου συνιστᾶται ἐπιτροπὴ ἐξ ἀνωτέρων ἀξιωματικῶν διὰ τὰς ἐξετάσεις τῶν γραπτῶν ὑπαξιωματικῶν. Ἡ ἐπιτροπὴ αὕτη θὰ προσέρχεται εἰς τὴν σχολὴν. [124, 1817, 338, 1928]
running-head-rule [120, 144, 1500, 146]
bank-name: Βιομ. Πίστεως τῆς Ἑλλάδος [124, 453, 268, 465]
company-value: 82.75 [307, 571, 338, 583]
law-text: Τὸ ὑπουργεῖον τῶν Οἰκονομικῶν παρήγγειλε πρὸς τοὺς οἰκονομικοὺς ἐφόρους ὅπως ἐπιβάλωσι τὴν αὐστηρὰν ἐφαρμογὴν τοῦ νόμου περὶ καπηλείων καὶ ἄλλων καταστημάτων, ἅτινα πωλοῦσι οἰνοπνευματώδη ποτά, διότι ἔγινε γνωστὸν ὅτι καταστρατηγεῖται ὑπ' αὐτῶν ὁ νόμος. [352, 1011, 560, 1121]
serbs-subtitle-2: ΕΙΣ ΤΗΝ ΜΑΚΕΔΟΝΙΑΝ [368, 347, 544, 363]
bank-value: 107.75 [301, 397, 338, 409]
economy-text-1: Ἐξῆλθεν εἰς θέσιν νὰ γνωρίζωμεν, ὅτι τὴν Κυβέρνησιν ἀπασχολεῖ σοβαρῶς ἡ οἰκονομικὴ κατάστασις τῆς Χώρας, ἣν ὄχι μόνον εὗρε κακίστην, ἀλλὰ καὶ ἐπιβαρύνεται εἰς τοσοῦτον ὥστε νὰ φθάσωμεν εἰς τὸ χεῖλος τοῦ κρημνοῦ. Ἀρχικῶς ἐσημειώθη ὅτι ἐν τῷ Κεντρικῷ Ταμείῳ ἅμα τῇ ἀνόδῳ τῆς Κυβερνήσεως Θεοτόκη εὑρέθησαν μόλις πέντε χιλιάδες δραχμῶν. [574, 367, 796, 506]
company-value: 172.50 [301, 557, 338, 569]
date-right [280, 250, 338, 289]
prefects-subtitle: ΤΩΝ ΝΟΜΑΡΧΩΝ [371, 1163, 541, 1184]
arrest-text: Χθὲς τὴν νύκτα συνελήφθησαν ἐν τῷ λιμένι Πειραιῶς τρεῖς Βούλγαροι ἐπιβαίνοντες τοῦ ἀτμοπλοίου. Ἐκ τῆς ἀνακρίσεως προέκυψεν ὅτι οὗτοι ἐκ Τουρκίας ἐπέστρεφον. [352, 1540, 560, 1608]
bill-value: 26.45 [307, 850, 338, 862]
bill-row [124, 865, 338, 879]
bazar-text: Ἐδόθησαν ἀπεικοινὰ τὰ καλλίτερα, τὰ εὐθηνότερα, τὰ καθαρώτερα, τὰ πλέον καινουργοῦσαι. [1046, 1483, 1258, 1524]
coin-row [124, 772, 338, 786]
price-number: 9,500 [1309, 805, 1455, 860]
company-row [124, 613, 338, 627]
kids-item-row [1272, 768, 1492, 782]
divider [352, 1129, 560, 1131]
kids-note: Ἀπέναντι Φαρμακείου Πυλαρινοῦ [1287, 710, 1477, 724]
